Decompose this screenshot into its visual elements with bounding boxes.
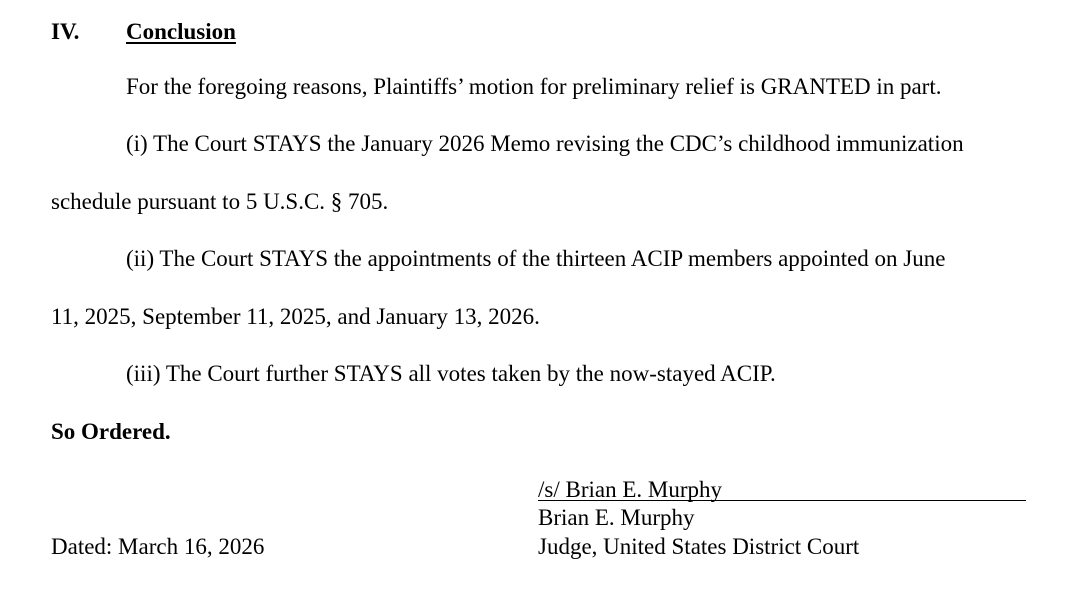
order-item-2-line-2: 11, 2025, September 11, 2025, and January 13, 2026. [51, 304, 540, 329]
signature-line [538, 478, 1026, 501]
order-item-1-line-2: schedule pursuant to 5 U.S.C. § 705. [51, 189, 389, 214]
intro-paragraph: For the foregoing reasons, Plaintiffs’ motion for preliminary relief is GRANTED in part. [126, 74, 942, 99]
order-item-1-line-1: (i) The Court STAYS the January 2026 Memo revising the CDC’s childhood immunization [126, 131, 964, 156]
judge-name: Brian E. Murphy [538, 505, 695, 530]
so-ordered: So Ordered. [51, 419, 171, 444]
date-line: Dated: March 16, 2026 [51, 534, 265, 559]
section-number: IV. [51, 19, 80, 44]
order-item-3: (iii) The Court further STAYS all votes taken by the now-stayed ACIP. [126, 361, 776, 386]
electronic-signature: /s/ Brian E. Murphy [538, 477, 722, 502]
order-item-2-line-1: (ii) The Court STAYS the appointments of the thirteen ACIP members appointed on June [126, 246, 946, 271]
judge-title: Judge, United States District Court [538, 534, 860, 559]
section-title: Conclusion [126, 19, 236, 44]
